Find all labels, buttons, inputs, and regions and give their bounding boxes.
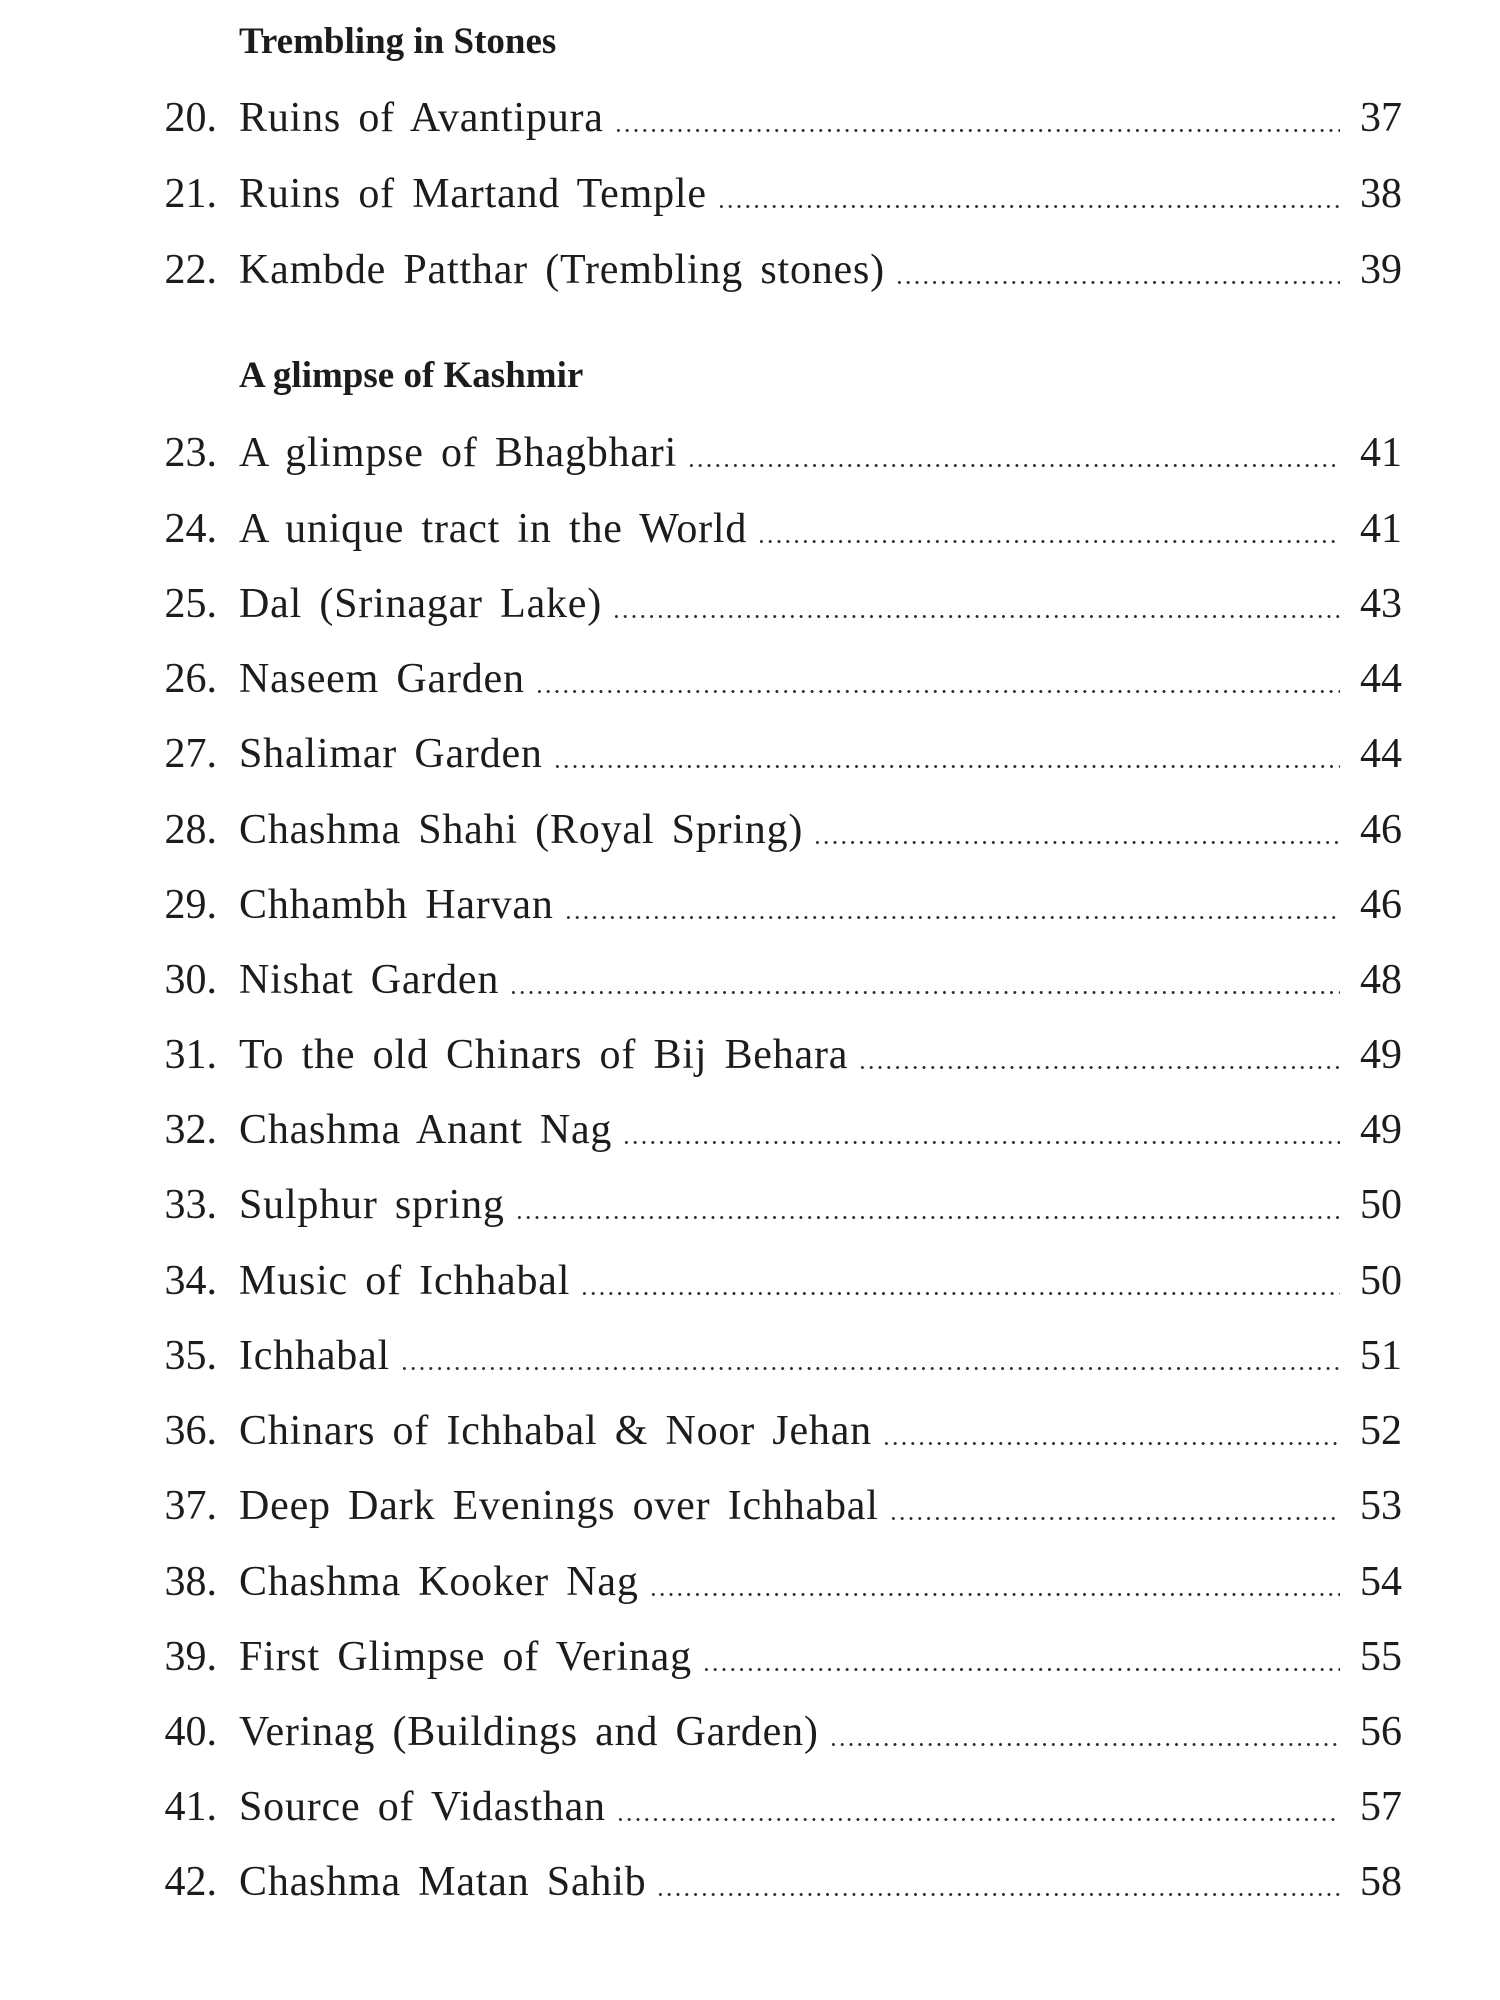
- dot-leader: [829, 1743, 1340, 1746]
- toc-entry: [137, 93, 1402, 143]
- toc-entry: [137, 955, 1402, 1005]
- dot-leader: [813, 841, 1340, 844]
- toc-entry: [137, 1030, 1402, 1080]
- entry-page-number: 49: [1360, 1032, 1402, 1078]
- entry-title: Chashma Anant Nag: [239, 1107, 613, 1153]
- entry-number: 29.: [164, 882, 217, 928]
- entry-title: Music of Ichhabal: [239, 1258, 571, 1304]
- entry-page-number: 50: [1360, 1182, 1402, 1228]
- entry-title: Source of Vidasthan: [239, 1784, 606, 1830]
- toc-entry: [137, 428, 1402, 478]
- entry-number: 36.: [164, 1408, 217, 1454]
- entry-title: Kambde Patthar (Trembling stones): [239, 247, 885, 293]
- entry-page-number: 54: [1360, 1559, 1402, 1605]
- entry-title: Ruins of Martand Temple: [239, 171, 707, 217]
- entry-page-number: 58: [1360, 1859, 1402, 1905]
- dot-leader: [858, 1066, 1340, 1069]
- entry-title: Chhambh Harvan: [239, 882, 554, 928]
- dot-leader: [614, 129, 1340, 132]
- entry-number: 25.: [164, 581, 217, 627]
- toc-entry: [137, 880, 1402, 930]
- entry-page-number: 37: [1360, 95, 1402, 141]
- toc-entry: [137, 1180, 1402, 1230]
- entry-title: Chashma Matan Sahib: [239, 1859, 647, 1905]
- section-heading: Trembling in Stones: [239, 21, 557, 62]
- dot-leader: [612, 615, 1340, 618]
- entry-title: Shalimar Garden: [239, 731, 543, 777]
- entry-title: Ruins of Avantipura: [239, 95, 604, 141]
- toc-entry: [137, 1782, 1402, 1832]
- dot-leader: [717, 205, 1340, 208]
- toc-entry: [137, 1481, 1402, 1531]
- entry-title: Chashma Kooker Nag: [239, 1559, 639, 1605]
- dot-leader: [889, 1517, 1340, 1520]
- toc-entry: [137, 1857, 1402, 1907]
- entry-page-number: 57: [1360, 1784, 1402, 1830]
- toc-entry: [137, 805, 1402, 855]
- entry-page-number: 46: [1360, 882, 1402, 928]
- dot-leader: [656, 1893, 1340, 1896]
- entry-title: Chashma Shahi (Royal Spring): [239, 807, 804, 853]
- toc-entry: [137, 1707, 1402, 1757]
- entry-number: 23.: [164, 430, 217, 476]
- entry-title: Deep Dark Evenings over Ichhabal: [239, 1483, 879, 1529]
- entry-number: 37.: [164, 1483, 217, 1529]
- dot-leader: [702, 1668, 1340, 1671]
- entry-number: 42.: [164, 1859, 217, 1905]
- toc-entry: [137, 1406, 1402, 1456]
- dot-leader: [515, 1216, 1340, 1219]
- entry-number: 40.: [164, 1709, 217, 1755]
- toc-entry: [137, 1105, 1402, 1155]
- entry-page-number: 55: [1360, 1634, 1402, 1680]
- entry-number: 31.: [164, 1032, 217, 1078]
- entry-title: Nishat Garden: [239, 957, 500, 1003]
- entry-number: 27.: [164, 731, 217, 777]
- dot-leader: [400, 1367, 1340, 1370]
- entry-title: Dal (Srinagar Lake): [239, 581, 603, 627]
- entry-page-number: 41: [1360, 430, 1402, 476]
- toc-entry: [137, 504, 1402, 554]
- dot-leader: [895, 281, 1340, 284]
- dot-leader: [757, 540, 1340, 543]
- entry-title: Naseem Garden: [239, 656, 525, 702]
- dot-leader: [580, 1292, 1340, 1295]
- entry-number: 39.: [164, 1634, 217, 1680]
- entry-number: 34.: [164, 1258, 217, 1304]
- entry-page-number: 44: [1360, 731, 1402, 777]
- entry-number: 32.: [164, 1107, 217, 1153]
- dot-leader: [553, 765, 1340, 768]
- toc-entry: [137, 579, 1402, 629]
- dot-leader: [687, 464, 1340, 467]
- entry-title: Sulphur spring: [239, 1182, 505, 1228]
- dot-leader: [509, 991, 1340, 994]
- entry-page-number: 39: [1360, 247, 1402, 293]
- entry-page-number: 53: [1360, 1483, 1402, 1529]
- entry-number: 35.: [164, 1333, 217, 1379]
- dot-leader: [622, 1141, 1340, 1144]
- dot-leader: [564, 916, 1340, 919]
- entry-page-number: 51: [1360, 1333, 1402, 1379]
- entry-page-number: 38: [1360, 171, 1402, 217]
- entry-title: Verinag (Buildings and Garden): [239, 1709, 819, 1755]
- entry-page-number: 52: [1360, 1408, 1402, 1454]
- toc-entry: [137, 654, 1402, 704]
- entry-number: 41.: [164, 1784, 217, 1830]
- entry-number: 28.: [164, 807, 217, 853]
- entry-number: 26.: [164, 656, 217, 702]
- entry-page-number: 50: [1360, 1258, 1402, 1304]
- entry-page-number: 43: [1360, 581, 1402, 627]
- dot-leader: [535, 690, 1340, 693]
- entry-title: A unique tract in the World: [239, 506, 748, 552]
- entry-page-number: 49: [1360, 1107, 1402, 1153]
- toc-entry: [137, 169, 1402, 219]
- entry-page-number: 48: [1360, 957, 1402, 1003]
- entry-page-number: 46: [1360, 807, 1402, 853]
- entry-page-number: 44: [1360, 656, 1402, 702]
- entry-number: 30.: [164, 957, 217, 1003]
- toc-entry: [137, 1557, 1402, 1607]
- toc-entry: [137, 1256, 1402, 1306]
- entry-number: 22.: [164, 247, 217, 293]
- entry-title: First Glimpse of Verinag: [239, 1634, 692, 1680]
- toc-entry: [137, 1331, 1402, 1381]
- toc-entry: [137, 1632, 1402, 1682]
- entry-number: 24.: [164, 506, 217, 552]
- entry-title: To the old Chinars of Bij Behara: [239, 1032, 849, 1078]
- entry-title: A glimpse of Bhagbhari: [239, 430, 678, 476]
- entry-number: 38.: [164, 1559, 217, 1605]
- entry-title: Ichhabal: [239, 1333, 390, 1379]
- entry-title: Chinars of Ichhabal & Noor Jehan: [239, 1408, 872, 1454]
- entry-number: 20.: [164, 95, 217, 141]
- dot-leader: [649, 1593, 1340, 1596]
- toc-entry: [137, 729, 1402, 779]
- entry-page-number: 56: [1360, 1709, 1402, 1755]
- section-heading: A glimpse of Kashmir: [239, 355, 584, 396]
- dot-leader: [616, 1818, 1340, 1821]
- entry-number: 21.: [164, 171, 217, 217]
- toc-entry: [137, 245, 1402, 295]
- dot-leader: [882, 1442, 1340, 1445]
- entry-number: 33.: [164, 1182, 217, 1228]
- entry-page-number: 41: [1360, 506, 1402, 552]
